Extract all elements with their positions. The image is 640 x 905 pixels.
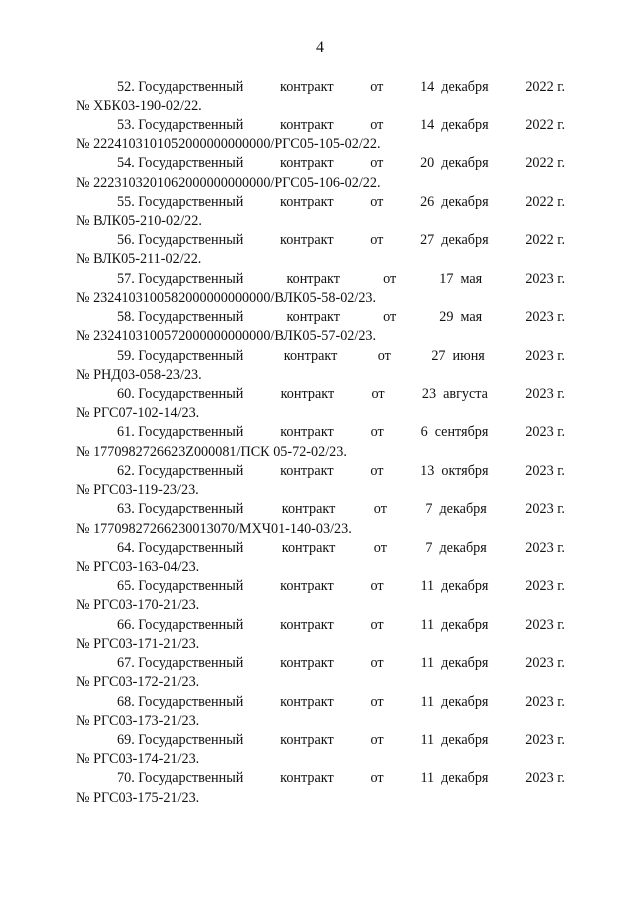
date-day: 7 xyxy=(425,501,433,518)
date-day: 11 xyxy=(420,693,435,710)
contract-number-type xyxy=(117,193,243,212)
registry-number: № 2223103201062000000000000/РГС05-106-02/22. xyxy=(76,174,381,191)
date-month: декабря xyxy=(441,232,489,249)
registry-number: № РГС03-175-21/23. xyxy=(76,789,200,806)
contract-date xyxy=(420,616,488,635)
contract-type: Государственный xyxy=(138,616,244,633)
date-day: 11 xyxy=(420,578,435,595)
date-day: 17 xyxy=(439,270,454,287)
list-item xyxy=(76,78,565,116)
date-preposition: от xyxy=(370,770,384,787)
date-day: 11 xyxy=(420,616,435,633)
item-number: 55. xyxy=(117,193,135,210)
contract-kind: контракт xyxy=(280,770,334,787)
item-number: 58. xyxy=(117,309,135,326)
contract-type: Государственный xyxy=(138,270,244,287)
contract-number-type xyxy=(117,654,243,673)
list-item xyxy=(76,577,565,615)
contract-heading-line xyxy=(76,385,565,404)
contract-kind: контракт xyxy=(280,693,334,710)
date-year: 2023 г. xyxy=(525,655,565,672)
date-preposition: от xyxy=(370,232,384,249)
contract-type: Государственный xyxy=(138,155,244,172)
item-number: 65. xyxy=(117,578,135,595)
item-number: 53. xyxy=(117,116,135,133)
contract-number-type xyxy=(117,539,243,558)
registry-number: № РГС03-173-21/23. xyxy=(76,712,200,729)
date-year: 2022 г. xyxy=(525,193,565,210)
contract-type: Государственный xyxy=(138,193,244,210)
date-month: декабря xyxy=(441,78,489,95)
contract-type: Государственный xyxy=(138,731,244,748)
contract-type: Государственный xyxy=(138,655,244,672)
item-number: 66. xyxy=(117,616,135,633)
list-item xyxy=(76,693,565,731)
list-item xyxy=(76,500,565,538)
date-month: декабря xyxy=(441,616,489,633)
contract-date xyxy=(420,769,488,788)
date-month: декабря xyxy=(441,655,489,672)
date-year: 2023 г. xyxy=(525,539,565,556)
contract-date xyxy=(422,385,488,404)
date-month: декабря xyxy=(441,155,489,172)
registry-number: № ХБК03-190-02/22. xyxy=(76,97,202,114)
contract-date xyxy=(420,693,488,712)
contract-heading-line xyxy=(76,347,565,366)
date-day: 11 xyxy=(420,655,435,672)
list-item xyxy=(76,116,565,154)
list-item xyxy=(76,385,565,423)
contract-number-type xyxy=(117,308,243,327)
contract-type: Государственный xyxy=(138,501,244,518)
list-item xyxy=(76,347,565,385)
contract-date xyxy=(425,500,486,519)
contract-heading-line xyxy=(76,78,565,97)
date-year: 2023 г. xyxy=(525,386,565,402)
contract-kind: контракт xyxy=(281,539,336,556)
contract-type: Государственный xyxy=(138,462,244,479)
contract-number-type xyxy=(117,616,243,635)
date-preposition: от xyxy=(383,309,397,326)
registry-number: № 1770982726623Z000081/ПСК 05-72-02/23. xyxy=(76,443,347,460)
contract-heading-line xyxy=(76,731,565,750)
contract-heading-line xyxy=(76,616,565,635)
contract-type: Государственный xyxy=(138,386,244,402)
contract-number-type xyxy=(117,116,243,135)
date-preposition: от xyxy=(370,78,384,95)
list-item xyxy=(76,308,565,346)
date-year: 2023 г. xyxy=(525,424,565,441)
contract-type: Государственный xyxy=(138,309,244,326)
contract-type: Государственный xyxy=(138,78,244,95)
contract-date xyxy=(439,308,482,327)
list-item xyxy=(76,231,565,269)
registry-number: № РГС03-174-21/23. xyxy=(76,751,200,768)
contract-number-type xyxy=(117,769,243,788)
date-year: 2022 г. xyxy=(525,116,565,133)
list-item xyxy=(76,539,565,577)
list-item xyxy=(76,423,565,461)
contract-heading-line xyxy=(76,654,565,673)
date-month: мая xyxy=(460,309,483,326)
list-item xyxy=(76,654,565,692)
contract-type: Государственный xyxy=(138,116,244,133)
contract-number-type xyxy=(117,693,243,712)
date-preposition: от xyxy=(377,347,391,364)
date-day: 27 xyxy=(420,232,435,249)
date-year: 2023 г. xyxy=(525,309,565,326)
contract-number-type xyxy=(117,462,243,481)
registry-number: № 2224103101052000000000000/РГС05-105-02/22. xyxy=(76,136,381,153)
contract-type: Государственный xyxy=(138,539,244,556)
date-month: сентября xyxy=(434,424,489,441)
date-year: 2022 г. xyxy=(525,155,565,172)
item-number: 61. xyxy=(117,424,135,441)
date-preposition: от xyxy=(370,655,384,672)
date-year: 2023 г. xyxy=(525,731,565,748)
registry-number: № РГС03-119-23/23. xyxy=(76,482,199,499)
list-item xyxy=(76,462,565,500)
date-day: 27 xyxy=(431,347,446,364)
item-number: 59. xyxy=(117,347,135,364)
contract-date xyxy=(420,78,489,97)
contract-type: Государственный xyxy=(138,693,244,710)
contract-kind: контракт xyxy=(280,616,334,633)
registry-number: № РГС03-171-21/23. xyxy=(76,635,200,652)
date-day: 26 xyxy=(420,193,435,210)
contract-number-type xyxy=(117,577,243,596)
contract-list xyxy=(76,78,565,808)
date-preposition: от xyxy=(370,116,384,133)
contract-date xyxy=(425,539,486,558)
date-day: 11 xyxy=(420,770,435,787)
contract-kind: контракт xyxy=(286,270,340,287)
date-month: декабря xyxy=(441,193,489,210)
date-day: 20 xyxy=(420,155,435,172)
date-preposition: от xyxy=(370,193,384,210)
date-year: 2023 г. xyxy=(525,462,565,479)
list-item xyxy=(76,731,565,769)
contract-number-type xyxy=(117,731,243,750)
contract-date xyxy=(431,347,485,366)
contract-kind: контракт xyxy=(280,731,334,748)
date-preposition: от xyxy=(370,424,384,441)
item-number: 57. xyxy=(117,270,135,287)
date-month: декабря xyxy=(441,731,489,748)
contract-heading-line xyxy=(76,308,565,327)
registry-number: № РГС03-172-21/23. xyxy=(76,674,200,691)
registry-number: № 2324103100582000000000000/ВЛК05-58-02/23. xyxy=(76,289,377,306)
date-month: декабря xyxy=(441,116,489,133)
date-month: июня xyxy=(452,347,485,364)
contract-heading-line xyxy=(76,154,565,173)
contract-heading-line xyxy=(76,577,565,596)
date-year: 2022 г. xyxy=(525,78,565,95)
contract-date xyxy=(420,577,488,596)
date-year: 2023 г. xyxy=(525,578,565,595)
contract-heading-line xyxy=(76,462,565,481)
contract-date xyxy=(420,654,488,673)
registry-number: № 2324103100572000000000000/ВЛК05-57-02/23. xyxy=(76,328,377,345)
contract-heading-line xyxy=(76,116,565,135)
item-number: 68. xyxy=(117,693,135,710)
registry-number: № ВЛК05-210-02/22. xyxy=(76,213,202,230)
list-item xyxy=(76,769,565,807)
contract-type: Государственный xyxy=(138,424,244,441)
contract-type: Государственный xyxy=(138,347,244,364)
date-day: 14 xyxy=(420,78,435,95)
item-number: 64. xyxy=(117,539,135,556)
contract-heading-line xyxy=(76,270,565,289)
date-day: 23 xyxy=(421,386,437,402)
contract-number-type xyxy=(117,231,243,250)
date-day: 6 xyxy=(420,424,428,441)
list-item xyxy=(76,270,565,308)
contract-type: Государственный xyxy=(138,232,244,249)
contract-date xyxy=(420,462,488,481)
contract-heading-line xyxy=(76,539,565,558)
date-preposition: от xyxy=(373,539,387,556)
contract-kind: контракт xyxy=(283,347,338,364)
date-month: декабря xyxy=(439,539,487,556)
contract-kind: контракт xyxy=(286,309,340,326)
contract-heading-line xyxy=(76,693,565,712)
registry-number: № 17709827266230013070/МХЧ01-140-03/23. xyxy=(76,520,352,537)
date-preposition: от xyxy=(370,462,384,479)
registry-number: № ВЛК05-211-02/22. xyxy=(76,251,202,268)
registry-number: № РНД03-058-23/23. xyxy=(76,366,202,383)
contract-number-type xyxy=(117,423,243,442)
contract-number-type xyxy=(117,347,243,366)
contract-date xyxy=(420,731,488,750)
contract-number-type xyxy=(117,270,243,289)
contract-kind: контракт xyxy=(280,155,334,172)
contract-number-type xyxy=(117,78,243,97)
contract-date xyxy=(421,423,489,442)
date-year: 2023 г. xyxy=(525,770,565,787)
contract-kind: контракт xyxy=(280,386,335,402)
item-number: 54. xyxy=(117,155,135,172)
contract-kind: контракт xyxy=(280,116,334,133)
date-year: 2023 г. xyxy=(525,501,565,518)
contract-kind: контракт xyxy=(280,462,334,479)
date-preposition: от xyxy=(370,616,384,633)
contract-heading-line xyxy=(76,423,565,442)
contract-date xyxy=(420,116,489,135)
date-month: декабря xyxy=(439,501,487,518)
contract-kind: контракт xyxy=(280,78,334,95)
contract-number-type xyxy=(117,154,243,173)
date-preposition: от xyxy=(370,731,384,748)
date-day: 11 xyxy=(420,731,435,748)
contract-date xyxy=(420,154,489,173)
contract-kind: контракт xyxy=(280,424,334,441)
contract-kind: контракт xyxy=(280,193,334,210)
date-month: декабря xyxy=(441,578,489,595)
registry-number: № РГС03-170-21/23. xyxy=(76,597,200,614)
contract-type: Государственный xyxy=(138,578,244,595)
contract-date xyxy=(420,193,489,212)
contract-heading-line xyxy=(76,193,565,212)
contract-heading-line xyxy=(76,231,565,250)
date-preposition: от xyxy=(370,693,384,710)
item-number: 63. xyxy=(117,501,135,518)
contract-kind: контракт xyxy=(280,578,334,595)
date-day: 7 xyxy=(425,539,433,556)
contract-kind: контракт xyxy=(281,501,336,518)
date-preposition: от xyxy=(383,270,397,287)
contract-heading-line xyxy=(76,500,565,519)
contract-date xyxy=(439,270,482,289)
item-number: 67. xyxy=(117,655,135,672)
date-preposition: от xyxy=(370,155,384,172)
date-preposition: от xyxy=(373,501,387,518)
date-month: октября xyxy=(441,462,489,479)
contract-number-type xyxy=(117,500,243,519)
list-item xyxy=(76,193,565,231)
date-day: 14 xyxy=(420,116,435,133)
date-year: 2023 г. xyxy=(525,347,565,364)
date-year: 2023 г. xyxy=(525,270,565,287)
date-preposition: от xyxy=(371,386,385,402)
item-number: 56. xyxy=(117,232,135,249)
item-number: 69. xyxy=(117,731,135,748)
date-month: декабря xyxy=(441,770,489,787)
date-day: 29 xyxy=(439,309,454,326)
date-preposition: от xyxy=(370,578,384,595)
date-year: 2022 г. xyxy=(525,232,565,249)
item-number: 62. xyxy=(117,462,135,479)
item-number: 60. xyxy=(117,386,135,402)
contract-number-type xyxy=(117,385,243,404)
contract-kind: контракт xyxy=(280,655,334,672)
date-day: 13 xyxy=(420,462,435,479)
registry-number: № РГС03-163-04/23. xyxy=(76,558,200,575)
contract-date xyxy=(420,231,489,250)
list-item xyxy=(76,154,565,192)
contract-heading-line xyxy=(76,769,565,788)
date-month: декабря xyxy=(441,693,489,710)
item-number: 70. xyxy=(117,770,135,787)
item-number: 52. xyxy=(117,78,135,95)
date-year: 2023 г. xyxy=(525,616,565,633)
date-month: мая xyxy=(460,270,483,287)
contract-type: Государственный xyxy=(138,770,244,787)
page-number: 4 xyxy=(316,39,324,56)
date-month: августа xyxy=(443,386,488,402)
contract-kind: контракт xyxy=(280,232,334,249)
date-year: 2023 г. xyxy=(525,693,565,710)
registry-number: № РГС07-102-14/23. xyxy=(76,405,200,422)
list-item xyxy=(76,616,565,654)
